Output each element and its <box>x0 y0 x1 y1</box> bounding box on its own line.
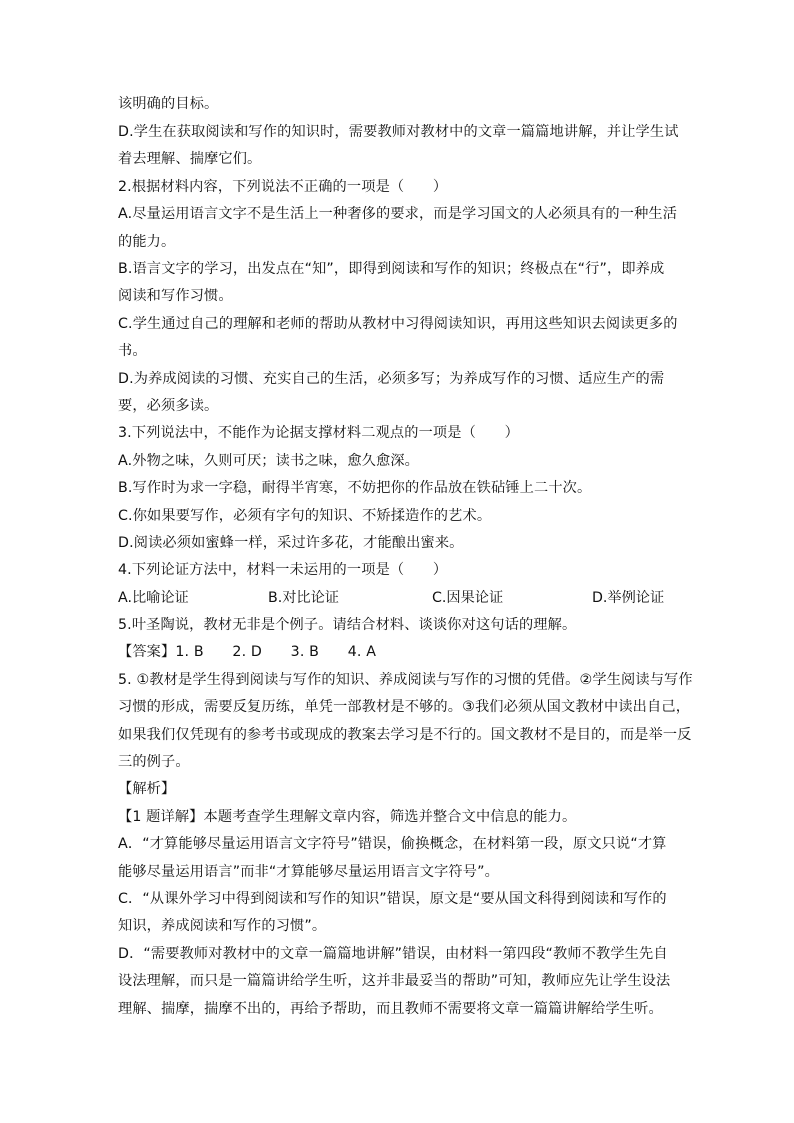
text-line: 能够尽量运用语言”而非“才算能够尽量运用语言文字符号”。 <box>118 864 499 880</box>
text-line: 理解、揣摩，揣摩不出的，再给予帮助，而且教师不需要将文章一篇篇讲解给学生听。 <box>118 1001 663 1017</box>
text-line: B.写作时为求一字稳，耐得半宵寒，不妨把你的作品放在铁砧锤上二十次。 <box>118 480 592 496</box>
text-line: D.学生在获取阅读和写作的知识时，需要教师对教材中的文章一篇篇地讲解，并让学生试 <box>118 124 679 140</box>
text-line: 的能力。 <box>118 234 176 250</box>
answer-line: 【答案】1. B 2. D 3. B 4. A <box>118 644 377 660</box>
q4-option-a: A.比喻论证 <box>118 590 189 606</box>
text-line: D.为养成阅读的习惯、充实自己的生活，必须多写；为养成写作的习惯、适应生产的需 <box>118 371 665 387</box>
text-line: 设法理解，而只是一篇篇讲给学生听，这并非最妥当的帮助”可知，教师应先让学生设法 <box>118 973 671 989</box>
question-4-stem: 4.下列论证方法中，材料一未运用的一项是（ ） <box>118 562 448 578</box>
text-line: 书。 <box>118 343 147 359</box>
analysis-heading: 【解析】 <box>118 781 176 797</box>
text-line: C.你如果要写作，必须有字句的知识、不矫揉造作的艺术。 <box>118 508 492 524</box>
text-line: C.学生通过自己的理解和老师的帮助从教材中习得阅读知识，再用这些知识去阅读更多的 <box>118 316 678 332</box>
text-line: 要，必须多读。 <box>118 398 219 414</box>
text-line: D．“需要教师对教材中的文章一篇篇地讲解”错误，由材料一第四段“教师不教学生先自 <box>118 946 668 962</box>
text-line: A.尽量运用语言文字不是生活上一种奢侈的要求，而是学习国文的人必须具有的一种生活 <box>118 206 678 222</box>
text-line: 阅读和写作习惯。 <box>118 288 233 304</box>
question-2-stem: 2.根据材料内容，下列说法不正确的一项是（ ） <box>118 179 448 195</box>
text-line: A.外物之味，久则可厌；读书之味，愈久愈深。 <box>118 453 420 469</box>
q4-option-d: D.举例论证 <box>592 590 665 606</box>
text-line: C．“从课外学习中得到阅读和写作的知识”错误，原文是“要从国文科得到阅读和写作的 <box>118 891 667 907</box>
text-line: 5. ①教材是学生得到阅读与写作的知识、养成阅读与写作的习惯的凭借。②学生阅读与写作 <box>118 672 693 688</box>
text-line: 【1 题详解】本题考查学生理解文章内容，筛选并整合文中信息的能力。 <box>118 809 577 825</box>
text-line: B.语言文字的学习，出发点在“知”，即得到阅读和写作的知识；终极点在“行”，即养成 <box>118 261 665 277</box>
text-line: 三的例子。 <box>118 754 190 770</box>
question-5-stem: 5.叶圣陶说，教材无非是个例子。请结合材料、谈谈你对这句话的理解。 <box>118 617 577 633</box>
text-line: A．“才算能够尽量运用语言文字符号”错误，偷换概念，在材料第一段，原文只说“才算 <box>118 836 667 852</box>
text-line: 知识，养成阅读和写作的习惯”。 <box>118 918 327 934</box>
text-line: 如果我们仅凭现有的参考书或现成的教案去学习是不行的。国文教材不是目的，而是举一反 <box>118 727 692 743</box>
text-line: 该明确的目标。 <box>118 96 219 112</box>
text-line: 着去理解、揣摩它们。 <box>118 151 262 167</box>
q4-option-b: B.对比论证 <box>268 590 339 606</box>
question-3-stem: 3.下列说法中，不能作为论据支撑材料二观点的一项是（ ） <box>118 425 519 441</box>
text-line: D.阅读必须如蜜蜂一样，采过许多花，才能酿出蜜来。 <box>118 535 464 551</box>
text-line: 习惯的形成，需要反复历练，单凭一部教材是不够的。③我们必须从国文教材中读出自己， <box>118 699 691 715</box>
q4-option-c: C.因果论证 <box>432 590 504 606</box>
